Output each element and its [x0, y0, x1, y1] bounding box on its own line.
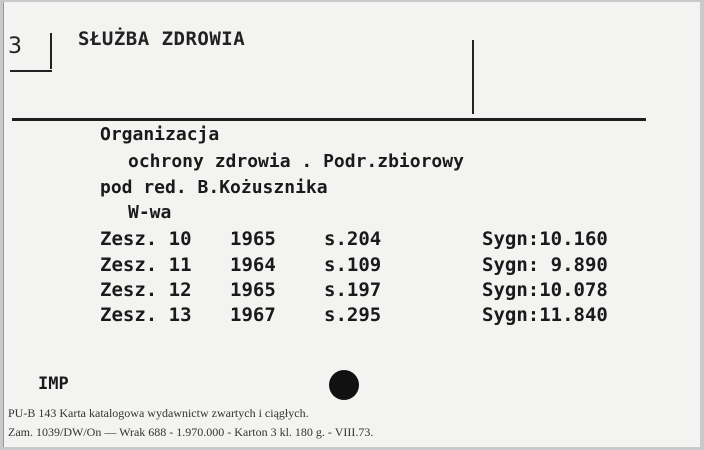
drawer-number-underline [10, 70, 52, 72]
holding-pages: s.197 [324, 279, 382, 301]
holding-pages: s.109 [324, 254, 382, 276]
holding-year: 1967 [230, 304, 276, 326]
punch-hole [329, 370, 359, 400]
holding-pages: s.295 [324, 304, 382, 326]
holding-signature: Sygn: 9.890 [482, 254, 608, 276]
holding-issue: Zesz. 12 [100, 279, 192, 301]
holding-issue: Zesz. 11 [100, 254, 192, 276]
imp-stamp: IMP [38, 374, 69, 394]
holding-year: 1965 [230, 228, 276, 250]
holding-year: 1964 [230, 254, 276, 276]
holding-pages: s.204 [324, 228, 382, 250]
card-heading: SŁUŻBA ZDROWIA [78, 28, 246, 50]
holding-signature: Sygn:10.160 [482, 228, 608, 250]
title-line-4: W-wa [128, 202, 172, 223]
title-line-3: pod red. B.Kożusznika [100, 177, 328, 198]
holding-signature: Sygn:10.078 [482, 279, 608, 301]
header-rule [12, 118, 646, 121]
holding-issue: Zesz. 10 [100, 228, 192, 250]
header-divider [472, 40, 474, 114]
catalog-card [3, 2, 700, 447]
title-line-2: ochrony zdrowia . Podr.zbiorowy [128, 151, 464, 172]
holding-year: 1965 [230, 279, 276, 301]
holding-issue: Zesz. 13 [100, 304, 192, 326]
title-line-1: Organizacja [100, 124, 220, 145]
footer-line-2: Zam. 1039/DW/On — Wrak 688 - 1.970.000 - Karton 3 kl. 180 g. - VIII.73. [8, 425, 374, 439]
drawer-number-divider [50, 33, 52, 69]
drawer-number: 3 [8, 34, 22, 59]
holding-signature: Sygn:11.840 [482, 304, 608, 326]
footer-line-1: PU-B 143 Karta katalogowa wydawnictw zwartych i ciągłych. [8, 406, 309, 420]
